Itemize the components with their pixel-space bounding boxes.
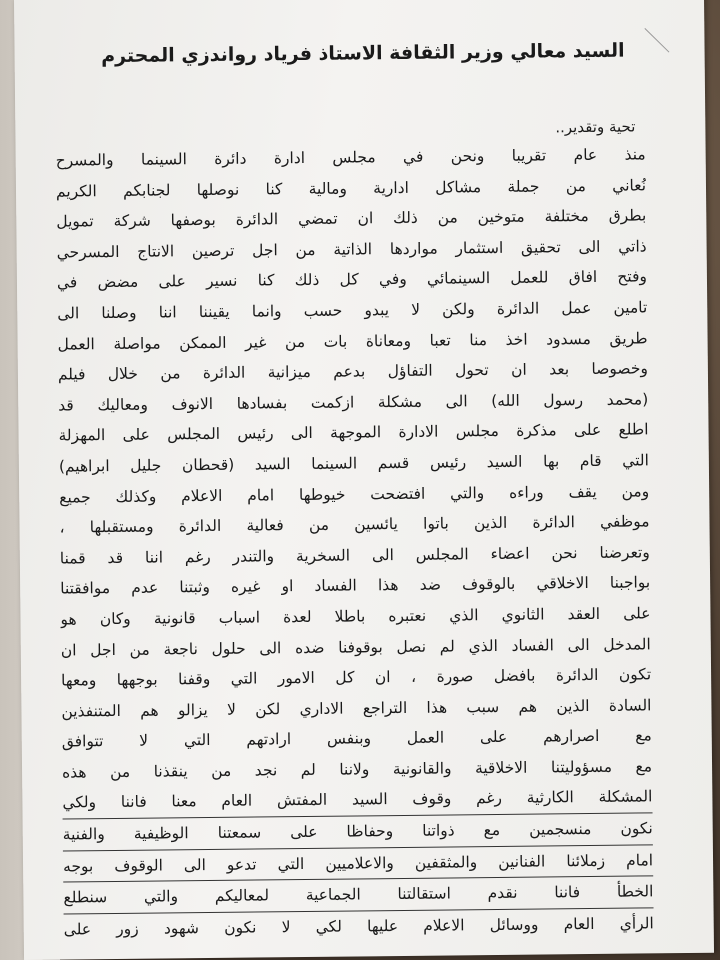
body-line: طريق مسدود اخذ منا تعبا ومعاناة بات من غير الممكن مواصلة العمل [57,328,648,354]
body-line: نكون منسجمين مع ذواتنا وحفاظا على سمعتنا الوظيفية والفنية [63,813,653,851]
body-line: وخصوصا بعد ان تحول التفاؤل بدعم ميزانية الدائرة من خلال فيلم [57,359,648,384]
body-line: الخطأ فاننا نقدم استقالتنا الجماعية لمعاليكم والتي سنطلع [63,877,653,915]
body-line: موظفي الدائرة الذين باتوا يائسين من فعالية الدائرة ومستقبلها ، [59,512,650,537]
body-line: اطلع على مذكرة مجلس الادارة الموجهة الى رئيس المجلس على المهزلة [58,420,649,445]
body-line: (محمد رسول الله) الى مشكلة ازكمت بفسادها الانوف ومعاليك قد [58,390,649,415]
page-fold-mark [644,4,693,53]
body-line: الرأي العام ووسائل الاعلام عليها لكي لا نكون شهود زور على [63,914,654,939]
body-line: نُعاني من جملة مشاكل ادارية ومالية كنا نوصلها لجنابكم الكريم [55,175,647,201]
body-line: وفتح افاق للعمل السينمائي وفي كل ذلك كنا نسير على مضض في [56,267,648,292]
letter-body [56,139,654,945]
body-line: منذ عام تقريبا ونحن في مجلس ادارة دائرة السينما والمسرح [55,145,646,170]
letter-addressee: السيد معالي وزير الثقافة الاستاذ فرياد رواندزي المحترم [101,39,625,68]
body-line: بطرق مختلفة متوخين من ذلك ان تمضي الدائرة بوصفها شركة تمويل [56,206,647,231]
body-line: وتعرضنا نحن اعضاء المجلس الى السخرية والتندر رغم اننا قد قمنا [59,543,650,568]
body-line: امام زملائنا الفنانين والمثقفين والاعلاميين التي تدعو الى الوقوف بوجه [63,845,653,883]
body-line: المشكلة الكارثية رغم وقوف السيد المفتش العام معنا فاننا ولكي [62,782,652,820]
body-line: تكون الدائرة بافضل صورة ، ان كل الامور التي وقفنا بوجهها ومعها [61,665,652,690]
body-line: ومن يقف وراءه والتي افتضحت خيوطها امام الاعلام وكذلك جميع [59,481,650,507]
body-line: بواجبنا الاخلاقي بالوقوف ضد هذا الفساد او غيره وثبتنا عدم موافقتنا [60,573,651,598]
letter-greeting: تحية وتقدير.. [555,117,636,137]
body-line: ذاتي الى تحقيق استثمار مواردها الذاتية من اجل ترصين الانتاج المسرحي [56,237,647,262]
letter-page [14,0,714,960]
body-line: تامين عمل الدائرة ولكن لا يبدو حسب وانما يقيننا اننا وصلنا الى [57,298,648,323]
body-line: المدخل الى الفساد الذي لم نصل بوقوفنا ضده الى حلول ناجعة من اجل ان [60,634,651,660]
body-line: التي قام بها السيد رئيس قسم السينما السيد (قحطان جليل ابراهيم) [58,451,649,476]
body-line: مع مسؤوليتنا الاخلاقية والقانونية ولاننا لم نجد من ينقذنا من هذه [61,757,653,782]
letter-content [54,33,653,945]
body-line: على العقد الثانوي الذي نعتبره باطلا لعدة اسباب قانونية وكان هو [60,604,651,629]
body-line: السادة الذين هم سبب هذا التراجع الاداري لكن لا يزالو هم المتنفذين [61,696,652,721]
body-line: مع اصرارهم على العمل وبنفس ارادتهم التي لا تتوافق [61,726,652,751]
